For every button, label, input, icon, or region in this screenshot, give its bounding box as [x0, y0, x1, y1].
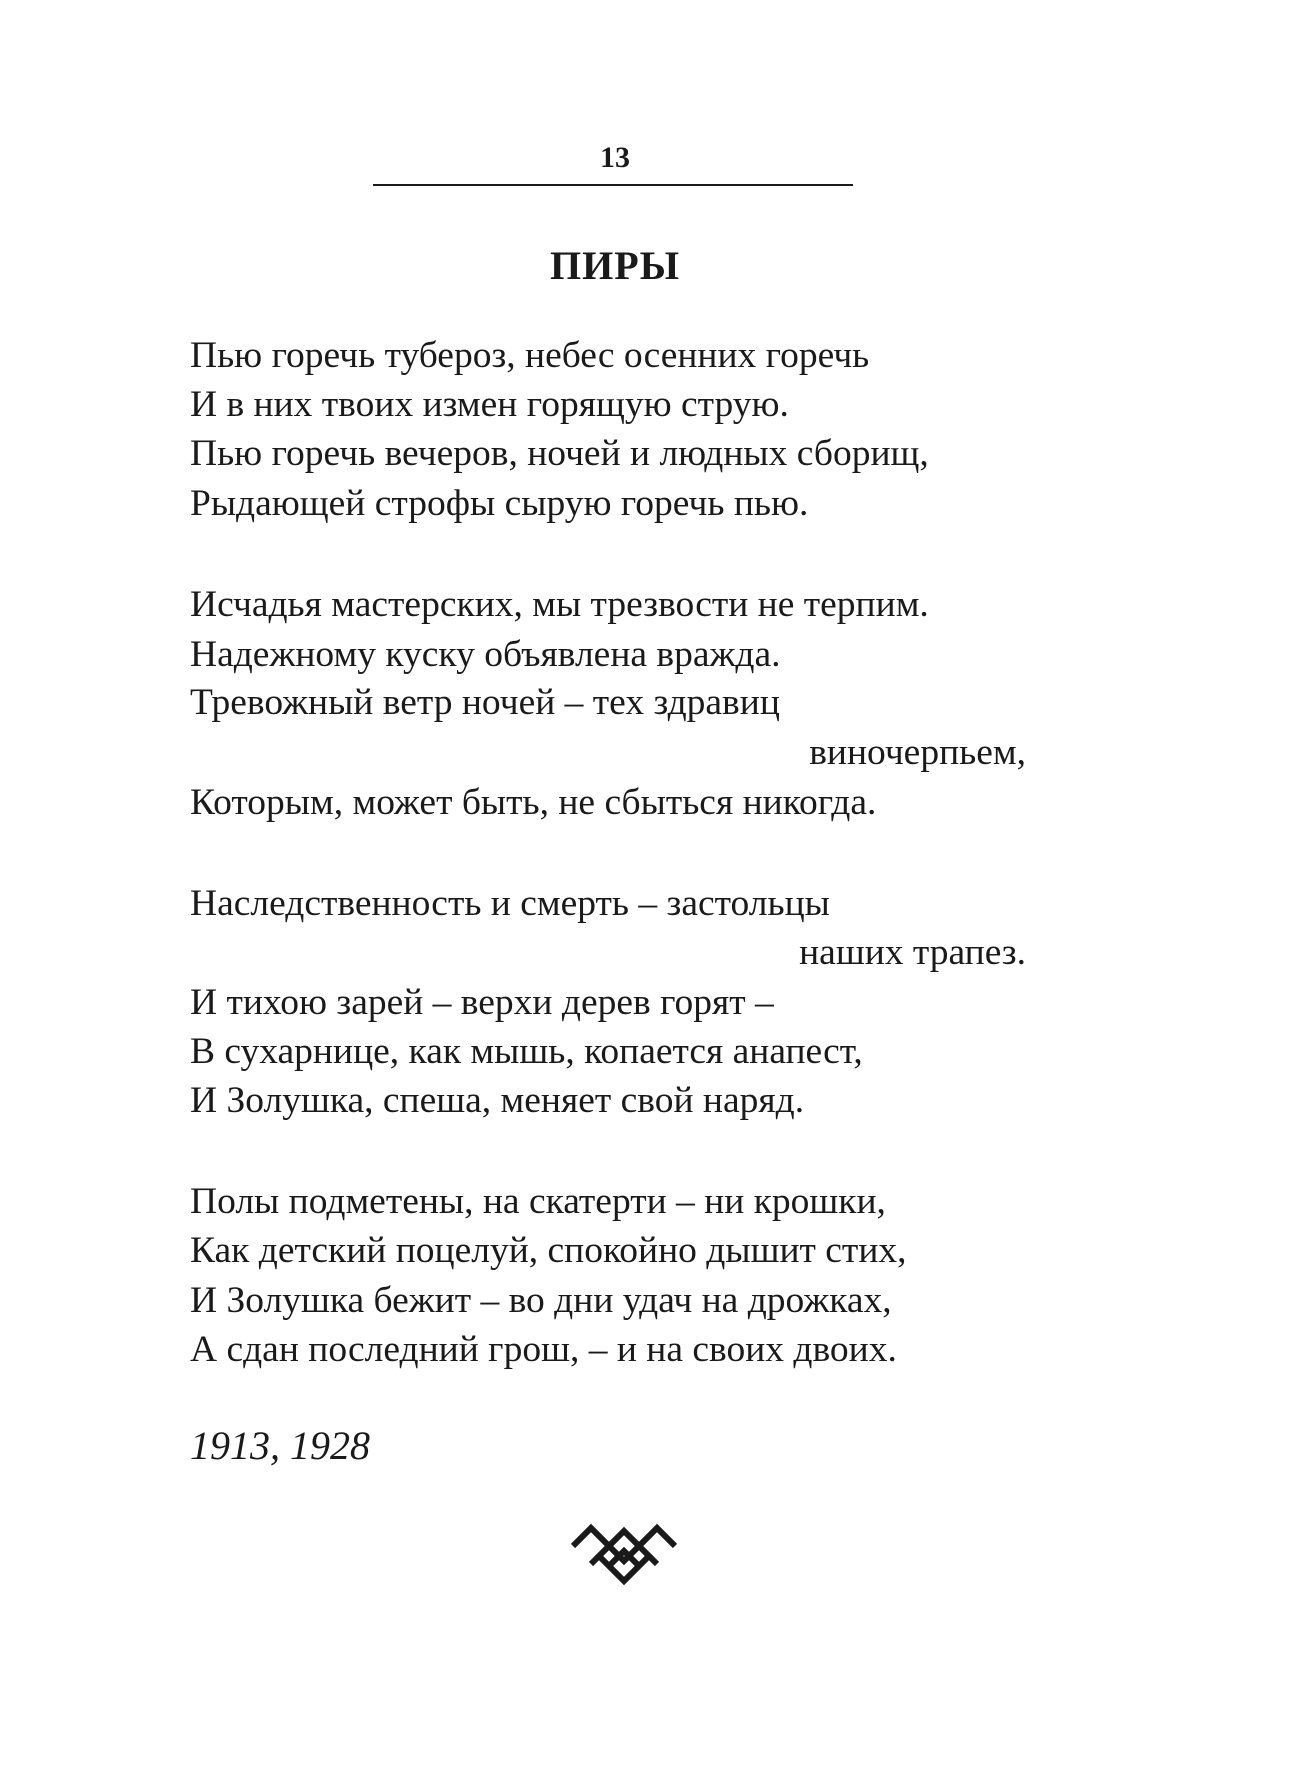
- stanza-3-line-4: И Золушка, спеша, меняет свой наряд.: [190, 1080, 805, 1121]
- stanza-3-line-1-continued: наших трапез.: [799, 932, 1026, 973]
- poem-date: 1913, 1928: [190, 1423, 370, 1468]
- stanza-2-line-4: Которым, может быть, не сбыться никогда.: [190, 782, 877, 823]
- stanza-1-line-1: Пью горечь тубероз, небес осенних горечь: [190, 335, 870, 376]
- stanza-3-line-2: И тихою зарей – верхи дерев горят –: [190, 982, 774, 1023]
- stanza-4-line-2: Как детский поцелуй, спокойно дышит стих,: [190, 1230, 907, 1271]
- stanza-4-line-1: Полы подметены, на скатерти – ни крошки,: [190, 1181, 886, 1222]
- stanza-3-line-1: Наследственность и смерть – застольцы: [190, 883, 830, 924]
- stanza-2-line-3: Тревожный ветр ночей – тех здравиц: [190, 682, 780, 723]
- stanza-2-line-3-continued: виночерпьем,: [809, 732, 1026, 773]
- stanza-4-line-4: А сдан последний грош, – и на своих двоих.: [190, 1329, 897, 1370]
- stanza-1-line-4: Рыдающей строфы сырую горечь пью.: [190, 483, 809, 524]
- interlaced-knot-ornament-icon: [569, 1516, 679, 1596]
- stanza-3-line-3: В сухарнице, как мышь, копается анапест,: [190, 1031, 863, 1072]
- header-rule: [373, 184, 853, 186]
- page-number: 13: [600, 141, 630, 174]
- stanza-4-line-3: И Золушка бежит – во дни удач на дрожках,: [190, 1280, 892, 1321]
- stanza-2-line-2: Надежному куску объявлена вражда.: [190, 634, 781, 675]
- stanza-1-line-2: И в них твоих измен горящую струю.: [190, 384, 789, 425]
- poem-title: ПИРЫ: [550, 243, 680, 288]
- stanza-2-line-1: Исчадья мастерских, мы трезвости не терпим.: [190, 584, 929, 625]
- stanza-1-line-3: Пью горечь вечеров, ночей и людных сборищ,: [190, 433, 929, 474]
